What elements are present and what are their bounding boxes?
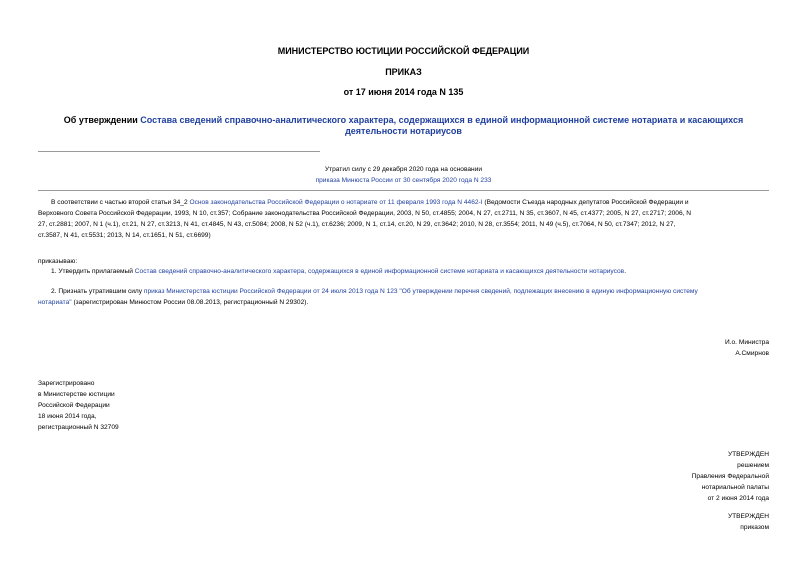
repeal-order-link[interactable]: приказа Минюста России от 30 сентября 2020 года N 233 [315,177,492,184]
item-2-line-2 [38,297,773,308]
approval-line-4: нотариальной палаты [701,484,769,491]
ministry-heading: МИНИСТЕРСТВО ЮСТИЦИИ РОССИЙСКОЙ ФЕДЕРАЦИИ [277,46,530,56]
approval-order-line-2: приказом [740,524,769,531]
repealed-order-link-continued[interactable]: нотариата" [38,299,72,306]
preamble [38,197,773,241]
preamble-line-2: Верховного Совета Российской Федерации, 1993, N 10, ст.357; Собрание законодательства Российской Федерации, 2003, N 50, ст.4855; 2004, N 27, ст.2711, N 35, ст.3607, N 45, ст.4377; 2005, N 27, ст.2717; 2006, N [38,210,692,217]
approval-line-3: Правления Федеральной [691,473,769,480]
title-link[interactable]: Состава сведений справочно-аналитического характера, содержащихся в единой информационной системе нотариата и касающихся [140,115,744,125]
repealed-order-link[interactable]: приказ Министерства юстиции Российской Федерации от 24 июля 2013 года N 123 "Об утверждении перечня сведений, подлежащих внесению в единую информационную систему [143,288,698,295]
preamble-line-1 [38,197,773,208]
order-title [0,115,807,137]
item-1-end: . [624,268,627,275]
approval-order-block [560,511,769,533]
signer-position: И.о. Министра [724,339,769,346]
item-1 [51,266,626,277]
approval-block [560,449,769,504]
status-note: Утратил силу с 29 декабря 2020 года на основании [324,166,483,173]
composition-link[interactable]: Состав сведений справочно-аналитического характера, содержащихся в единой информационной системе нотариата и касающихся деятельности нотариусов [134,268,625,275]
preamble-line-3: 27, ст.2881; 2007, N 1 (ч.1), ст.21, N 27, ст.3213, N 41, ст.4845, N 43, ст.5084; 2008, N 52 (ч.1), ст.6236; 2009, N 1, ст.14, ст.20, N 29, ст.3642; 2010, N 28, ст.3554; 2011, N 49 (ч.5), ст.7064, N 50, ст.7347; 2012, N 27, [38,221,676,228]
order-word: приказываю: [38,258,78,265]
doc-type-heading: ПРИКАЗ [385,67,422,77]
item-2-text-end: (зарегистрирован Минюстом России 08.08.2013, регистрационный N 29302). [71,299,309,306]
approval-line-2: решением [737,462,769,469]
item-2 [38,286,773,308]
order-date-number: от 17 июня 2014 года N 135 [343,87,464,97]
title-divider [38,151,320,152]
preamble-text: В соответствии с частью второй статьи 34_2 [51,199,190,206]
registration-line-3: Российской Федерации [38,402,110,409]
registration-line-2: в Министерстве юстиции [38,391,115,398]
notary-law-link[interactable]: Основ законодательства Российской Федерации о нотариате от 11 февраля 1993 года N 4462-I [189,199,483,206]
registration-line-1: Зарегистрировано [38,380,95,387]
item-2-text: 2. Признать утратившим силу [51,288,144,295]
title-link-continued[interactable]: деятельности нотариусов [345,126,462,136]
status-link-row [0,175,807,186]
approval-line-5: от 2 июня 2014 года [707,495,769,502]
signature-block [560,337,769,359]
approval-line-1: УТВЕРЖДЕН [727,451,769,458]
approval-order-line-1: УТВЕРЖДЕН [727,513,769,520]
preamble-text: (Ведомости Съезда народных депутатов Российской Федерации и [482,199,689,206]
signer-name: А.Смирнов [735,350,769,357]
preamble-line-4: ст.3587, N 41, ст.5531; 2013, N 14, ст.1651, N 51, ст.6699) [38,232,211,239]
registration-line-5: регистрационный N 32709 [38,424,119,431]
registration-block [38,378,119,433]
registration-line-4: 18 июня 2014 года, [38,413,97,420]
title-prefix: Об утверждении [63,115,141,125]
status-divider [38,190,769,191]
item-1-text: 1. Утвердить прилагаемый [51,268,135,275]
item-2-line-1 [38,286,773,297]
